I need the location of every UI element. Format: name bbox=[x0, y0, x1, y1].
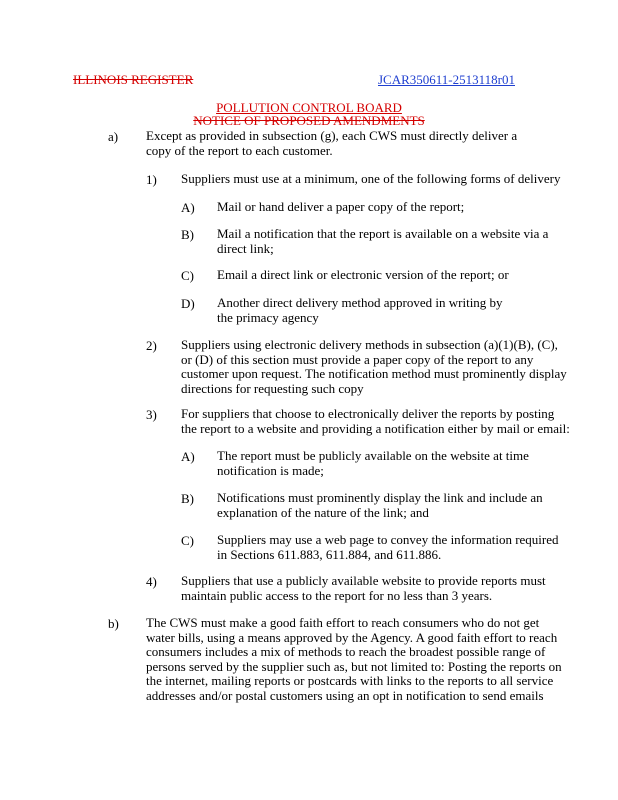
item-3b-text: Notifications must prominently display the link and include an explanation of the nature of the link; and bbox=[217, 490, 543, 520]
section-title-line-2: NOTICE OF PROPOSED AMENDMENTS bbox=[193, 113, 425, 128]
section-title-line-1: POLLUTION CONTROL BOARD bbox=[216, 100, 402, 115]
item-3-label: 3) bbox=[146, 407, 157, 422]
subsection-a-text: Except as provided in subsection (g), each CWS must directly deliver a copy of the report to each customer. bbox=[146, 128, 518, 158]
item-1-label: 1) bbox=[146, 172, 157, 187]
item-1a-text: Mail or hand deliver a paper copy of the report; bbox=[217, 199, 465, 214]
item-1d-text: Another direct delivery method approved in writing by the primacy agency bbox=[217, 295, 503, 325]
subsection-a-label: a) bbox=[108, 129, 119, 144]
header-right: JCAR350611-2513118r01 bbox=[378, 72, 515, 87]
item-1c-label: C) bbox=[181, 268, 194, 283]
item-3c-text: Suppliers may use a web page to convey the information required in Sections 611.883, 611.884, and 611.886. bbox=[217, 532, 559, 562]
subsection-b-text: The CWS must make a good faith effort to reach consumers who do not get water bills, using a means approved by the Agency. A good faith effort to reach consumers includes a mix of methods to reach the broadest possible range of persons served by the supplier such as, but not limited to: Posting the reports on the internet, mailing reports or postcards with links to the reports to all service addresses and/or postal customers using an opt in notification to send emails bbox=[146, 615, 562, 703]
item-1c-text: Email a direct link or electronic version of the report; or bbox=[217, 267, 509, 282]
header-left: ILLINOIS REGISTER bbox=[73, 72, 194, 87]
item-3b-label: B) bbox=[181, 491, 194, 506]
item-1d-label: D) bbox=[181, 296, 195, 311]
item-3-text: For suppliers that choose to electronically deliver the reports by posting the report to a website and providing a notification either by mail or email: bbox=[181, 406, 570, 436]
item-3c-label: C) bbox=[181, 533, 194, 548]
item-2-label: 2) bbox=[146, 338, 157, 353]
item-4-label: 4) bbox=[146, 574, 157, 589]
subsection-b-label: b) bbox=[108, 616, 119, 631]
item-1-text: Suppliers must use at a minimum, one of the following forms of delivery bbox=[181, 171, 561, 186]
item-1a-label: A) bbox=[181, 200, 195, 215]
item-1b-label: B) bbox=[181, 227, 194, 242]
item-2-text: Suppliers using electronic delivery methods in subsection (a)(1)(B), (C), or (D) of this section must provide a paper copy of the report to any customer upon request. The notification method must prominently display directions for requesting such copy bbox=[181, 337, 567, 396]
item-1b-text: Mail a notification that the report is available on a website via a direct link; bbox=[217, 226, 549, 256]
item-4-text: Suppliers that use a publicly available website to provide reports must maintain public access to the report for no less than 3 years. bbox=[181, 573, 546, 603]
item-3a-text: The report must be publicly available on the website at time notification is made; bbox=[217, 448, 529, 478]
item-3a-label: A) bbox=[181, 449, 195, 464]
